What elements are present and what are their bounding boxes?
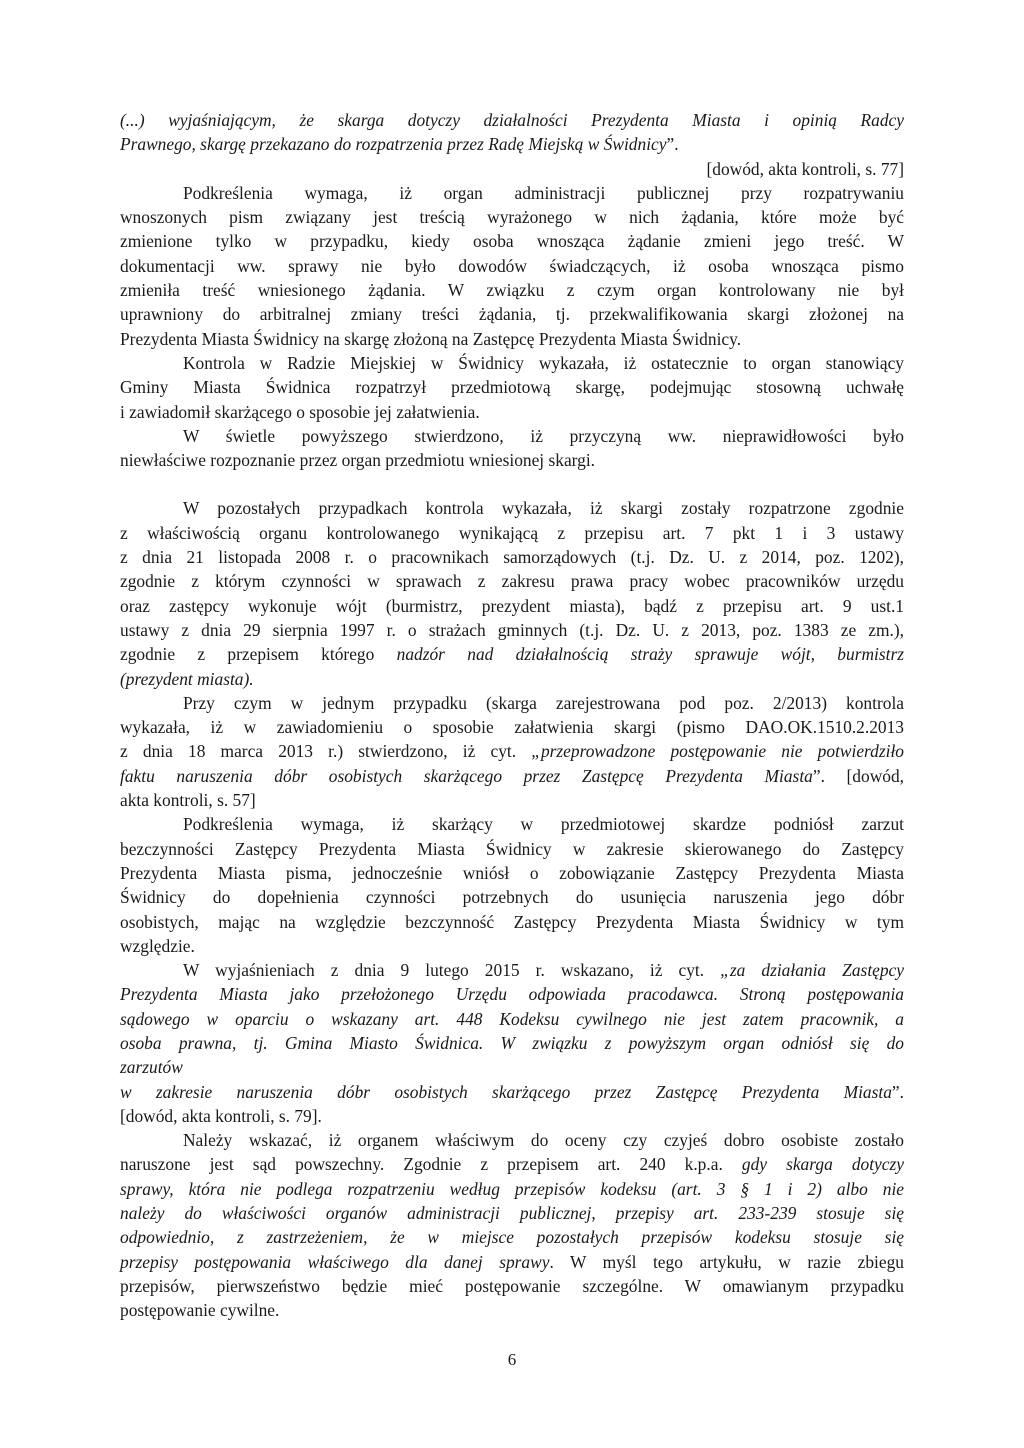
text-run: ”. [dowód, <box>812 765 904 786</box>
text-run: [dowód, akta kontroli, s. 79]. <box>120 1105 322 1126</box>
text-line <box>120 496 904 520</box>
text-line <box>120 1250 904 1274</box>
text-run: W wyjaśnieniach z dnia 9 lutego 2015 r. wskazano, iż cyt. <box>183 960 721 981</box>
text-run: zmieniła treść wniesionego żądania. W związku z czym organ kontrolowany nie był <box>120 280 904 301</box>
italic-text-run: nadzór nad działalnością straży sprawuje wójt, burmistrz <box>396 644 904 665</box>
text-line <box>120 254 904 278</box>
text-run: akta kontroli, s. 57] <box>120 790 256 811</box>
text-line <box>120 1055 904 1079</box>
text-run: oraz zastępcy wykonuje wójt (burmistrz, prezydent miasta), bądź z przepisu art. 9 ust.1 <box>120 595 904 616</box>
italic-text-run: „za działania Zastępcy <box>720 960 904 981</box>
text-line <box>120 521 904 545</box>
text-line <box>120 958 904 982</box>
text-run: Przy czym w jednym przypadku (skarga zarejestrowana pod poz. 2/2013) kontrola <box>183 692 904 713</box>
text-run: Należy wskazać, iż organem właściwym do oceny czy czyjeś dobro osobiste zostało <box>183 1130 904 1151</box>
text-run: zgodnie z którym czynności w sprawach z zakresu prawa pracy wobec pracowników urzędu <box>120 571 904 592</box>
italic-text-run: sądowego w oparciu o wskazany art. 448 Kodeksu cywilnego nie jest zatem pracownik, a <box>120 1008 904 1029</box>
text-line <box>120 448 904 472</box>
italic-text-run: faktu naruszenia dóbr osobistych skarżącego przez Zastępcę Prezydenta Miasta <box>120 765 813 786</box>
text-line <box>120 1104 904 1128</box>
paragraph-gap <box>120 472 904 496</box>
text-run: Prezydenta Miasta Świdnicy na skargę złożoną na Zastępcę Prezydenta Miasta Świdnicy. <box>120 328 742 349</box>
text-line <box>120 400 904 424</box>
text-line <box>120 1128 904 1152</box>
italic-text-run: osoba prawna, tj. Gmina Miasto Świdnica. W związku z powyższym organ odniósł się do <box>120 1032 904 1053</box>
text-line <box>120 691 904 715</box>
text-run: Gminy Miasta Świdnica rozpatrzył przedmiotową skargę, podejmując stosowną uchwałę <box>120 377 904 398</box>
italic-text-run: zarzutów <box>120 1057 183 1078</box>
text-run: Prezydenta Miasta pisma, jednocześnie wniósł o zobowiązanie Zastępcy Prezydenta Miasta <box>120 862 904 883</box>
text-run: z dnia 18 marca 2013 r.) stwierdzono, iż cyt. <box>120 741 532 762</box>
text-run: z właściwością organu kontrolowanego wynikającą z przepisu art. 7 pkt 1 i 3 ustawy <box>120 522 904 543</box>
text-line <box>120 351 904 375</box>
text-run: postępowanie cywilne. <box>120 1300 280 1321</box>
text-line <box>120 424 904 448</box>
text-line <box>120 885 904 909</box>
text-line <box>120 229 904 253</box>
text-line <box>120 1177 904 1201</box>
text-run: Kontrola w Radzie Miejskiej w Świdnicy wykazała, iż ostatecznie to organ stanowiący <box>183 352 904 373</box>
text-run: wnoszonych pism związany jest treścią wyrażonego w nich żądania, które może być <box>120 207 904 228</box>
text-line <box>120 812 904 836</box>
text-run: ustawy z dnia 29 sierpnia 1997 r. o strażach gminnych (t.j. Dz. U. z 2013, poz. 1383 ze zm.), <box>120 619 904 640</box>
italic-text-run: Prezydenta Miasta jako przełożonego Urzędu odpowiada pracodawca. Stroną postępowania <box>120 984 904 1005</box>
text-run: z dnia 21 listopada 2008 r. o pracownikach samorządowych (t.j. Dz. U. z 2014, poz. 1202), <box>120 547 904 568</box>
italic-text-run: należy do właściwości organów administracji publicznej, przepisy art. 233-239 stosuje się <box>120 1203 904 1224</box>
text-line <box>120 788 904 812</box>
text-line <box>120 1080 904 1104</box>
text-run: W pozostałych przypadkach kontrola wykazała, iż skargi zostały rozpatrzone zgodnie <box>183 498 904 519</box>
text-line <box>120 667 904 691</box>
text-run: [dowód, akta kontroli, s. 77] <box>706 158 904 179</box>
text-line <box>120 1225 904 1249</box>
italic-text-run: (...) wyjaśniającym, że skarga dotyczy działalności Prezydenta Miasta i opinią Radcy <box>120 110 904 130</box>
text-run: ”. <box>666 134 679 155</box>
text-run: naruszone jest sąd powszechny. Zgodnie z przepisem art. 240 k.p.a. <box>120 1154 742 1175</box>
text-line <box>120 764 904 788</box>
italic-text-run: gdy skarga dotyczy <box>741 1154 904 1175</box>
text-line <box>120 910 904 934</box>
text-run: przepisów, pierwszeństwo będzie mieć postępowanie szczególne. W omawianym przypadku <box>120 1275 904 1296</box>
italic-text-run: w zakresie naruszenia dóbr osobistych skarżącego przez Zastępcę Prezydenta Miasta <box>120 1081 892 1102</box>
italic-text-run: sprawy, która nie podlega rozpatrzeniu według przepisów kodeksu (art. 3 § 1 i 2) albo nie <box>120 1178 904 1199</box>
italic-text-run: Prawnego, skargę przekazano do rozpatrzenia przez Radę Miejską w Świdnicy <box>120 134 667 155</box>
text-line <box>120 618 904 642</box>
text-line <box>120 157 904 181</box>
text-line <box>120 375 904 399</box>
document-body <box>120 108 904 1323</box>
page-number: 6 <box>507 1350 517 1369</box>
text-run: . W myśl tego artykułu, w razie zbiegu <box>549 1251 904 1272</box>
text-run: uprawniony do arbitralnej zmiany treści żądania, tj. przekwalifikowania skargi złożonej na <box>120 304 904 325</box>
text-run: osobistych, mając na względzie bezczynność Zastępcy Prezydenta Miasta Świdnicy w tym <box>120 911 904 932</box>
text-line <box>120 861 904 885</box>
text-line <box>120 569 904 593</box>
text-run: W świetle powyższego stwierdzono, iż przyczyną ww. nieprawidłowości było <box>183 425 904 446</box>
text-line <box>120 837 904 861</box>
text-run: dokumentacji ww. sprawy nie było dowodów świadczących, iż osoba wnosząca pismo <box>120 255 904 276</box>
text-line <box>120 739 904 763</box>
text-line <box>120 1007 904 1031</box>
text-run: niewłaściwe rozpoznanie przez organ przedmiotu wniesionej skargi. <box>120 450 596 471</box>
italic-text-run: „przeprowadzone postępowanie nie potwierdziło <box>531 741 904 762</box>
text-line <box>120 327 904 351</box>
italic-text-run: przepisy postępowania właściwego dla danej sprawy <box>120 1251 550 1272</box>
text-run: wykazała, iż w zawiadomieniu o sposobie załatwienia skargi (pismo DAO.OK.1510.2.2013 <box>120 717 904 738</box>
text-line <box>120 1274 904 1298</box>
text-run: ”. <box>891 1081 904 1102</box>
text-line <box>120 1298 904 1322</box>
text-line <box>120 934 904 958</box>
text-line <box>120 642 904 666</box>
text-run: i zawiadomił skarżącego o sposobie jej załatwienia. <box>120 401 480 422</box>
text-line <box>120 205 904 229</box>
text-line <box>120 594 904 618</box>
text-line <box>120 1031 904 1055</box>
text-line <box>120 982 904 1006</box>
text-run: zmienione tylko w przypadku, kiedy osoba wnosząca żądanie zmieni jego treść. W <box>120 231 904 252</box>
italic-text-run: (prezydent miasta). <box>120 668 254 689</box>
text-line <box>120 715 904 739</box>
text-line <box>120 278 904 302</box>
text-run: Podkreślenia wymaga, iż skarżący w przedmiotowej skardze podniósł zarzut <box>183 814 904 835</box>
text-line <box>120 181 904 205</box>
text-run: Świdnicy do dopełnienia czynności potrzebnych do usunięcia naruszenia jego dóbr <box>120 887 904 908</box>
text-line <box>120 1152 904 1176</box>
text-line <box>120 545 904 569</box>
text-run: względzie. <box>120 935 195 956</box>
text-run: zgodnie z przepisem którego <box>120 644 397 665</box>
text-line <box>120 108 904 132</box>
text-line <box>120 302 904 326</box>
text-line <box>120 132 904 156</box>
text-run: Podkreślenia wymaga, iż organ administracji publicznej przy rozpatrywaniu <box>183 182 904 203</box>
text-line <box>120 1201 904 1225</box>
italic-text-run: odpowiednio, z zastrzeżeniem, że w miejsce pozostałych przepisów kodeksu stosuje się <box>120 1227 904 1248</box>
text-run: bezczynności Zastępcy Prezydenta Miasta Świdnicy w zakresie skierowanego do Zastępcy <box>120 838 904 859</box>
